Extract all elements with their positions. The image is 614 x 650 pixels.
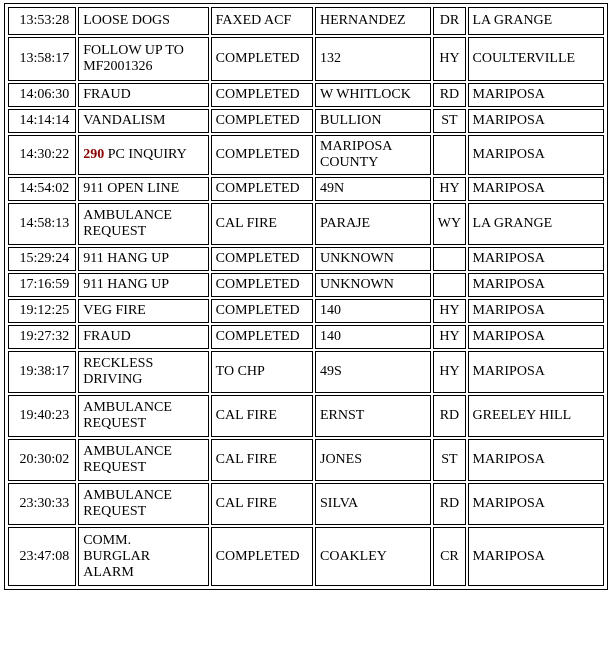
city-text: MARIPOSA	[472, 364, 545, 379]
street-suffix-cell	[433, 299, 465, 323]
time-text: 23:30:33	[19, 496, 70, 511]
time-text: 19:38:17	[19, 364, 70, 379]
disposition-cell	[211, 177, 313, 201]
street-text: ERNST	[320, 408, 365, 423]
street-cell	[315, 177, 431, 201]
time-cell	[8, 135, 76, 175]
city-cell	[468, 37, 605, 81]
call-type-text: ALARM	[83, 564, 134, 580]
city-text: MARIPOSA	[472, 113, 545, 128]
street-text: UNKNOWN	[320, 277, 394, 292]
time-cell	[8, 247, 76, 271]
street-text: HERNANDEZ	[320, 13, 406, 28]
disposition-cell	[211, 325, 313, 349]
time-text: 13:53:28	[19, 13, 70, 28]
city-text: LA GRANGE	[472, 13, 553, 28]
disposition-text: FAXED ACF	[215, 13, 292, 28]
street-suffix-text: HY	[439, 329, 460, 344]
city-cell	[468, 109, 605, 133]
disposition-text: CAL FIRE	[215, 216, 277, 231]
street-cell	[315, 7, 431, 35]
street-suffix-text: RD	[439, 87, 460, 102]
time-cell	[8, 439, 76, 481]
city-cell	[468, 273, 605, 297]
call-type-cell	[78, 483, 208, 525]
disposition-cell	[211, 37, 313, 81]
street-cell	[315, 325, 431, 349]
call-type-cell	[78, 109, 208, 133]
street-text: 132	[320, 51, 341, 66]
time-text: 20:30:02	[19, 452, 70, 467]
city-cell	[468, 177, 605, 201]
street-cell	[315, 273, 431, 297]
table-row	[8, 37, 604, 81]
street-text: COAKLEY	[320, 548, 387, 564]
time-cell	[8, 395, 76, 437]
call-type-text: REQUEST	[83, 504, 147, 519]
call-type-text: BURGLAR	[83, 548, 151, 564]
disposition-text: COMPLETED	[215, 251, 300, 266]
city-cell	[468, 203, 605, 245]
city-cell	[468, 439, 605, 481]
time-cell	[8, 203, 76, 245]
call-type-text: 911 HANG UP	[83, 277, 170, 292]
street-cell	[315, 299, 431, 323]
call-type-text: LOOSE DOGS	[83, 13, 170, 28]
disposition-cell	[211, 247, 313, 271]
table-row	[8, 395, 604, 437]
call-type-cell	[78, 325, 208, 349]
street-suffix-cell	[433, 439, 465, 481]
time-cell	[8, 351, 76, 393]
city-cell	[468, 483, 605, 525]
street-cell	[315, 109, 431, 133]
time-text: 14:30:22	[19, 147, 70, 162]
street-suffix-text: HY	[439, 51, 460, 66]
street-suffix-text: HY	[439, 303, 460, 318]
disposition-cell	[211, 7, 313, 35]
table-row	[8, 109, 604, 133]
disposition-text: COMPLETED	[215, 147, 300, 162]
disposition-text: COMPLETED	[215, 113, 300, 128]
disposition-cell	[211, 203, 313, 245]
call-type-cell	[78, 83, 208, 107]
call-type-text: 911 HANG UP	[83, 251, 170, 266]
call-type-text: MF2001326	[83, 59, 153, 74]
street-text: 140	[320, 303, 341, 318]
call-log-body	[8, 7, 604, 586]
call-type-cell	[78, 135, 208, 175]
call-type-text: COMM.	[83, 532, 132, 548]
city-cell	[468, 395, 605, 437]
city-text: MARIPOSA	[472, 303, 545, 318]
call-type-cell	[78, 247, 208, 271]
time-cell	[8, 7, 76, 35]
street-suffix-text: CR	[440, 548, 459, 564]
time-cell	[8, 527, 76, 586]
city-text: MARIPOSA	[472, 251, 545, 266]
call-type-text: 911 OPEN LINE	[83, 181, 180, 196]
call-type-cell	[78, 439, 208, 481]
disposition-text: TO CHP	[215, 364, 265, 379]
time-text: 19:40:23	[19, 408, 70, 423]
call-type-text: FRAUD	[83, 87, 131, 102]
street-suffix-text: ST	[441, 113, 458, 128]
street-text: 49S	[320, 364, 342, 379]
time-cell	[8, 325, 76, 349]
street-suffix-text: DR	[439, 13, 460, 28]
call-type-text: DRIVING	[83, 372, 143, 387]
street-suffix-text: WY	[437, 216, 462, 231]
street-suffix-cell	[433, 37, 465, 81]
city-text: MARIPOSA	[472, 452, 545, 467]
city-cell	[468, 135, 605, 175]
street-text: MARIPOSA	[320, 139, 393, 154]
disposition-cell	[211, 273, 313, 297]
disposition-cell	[211, 395, 313, 437]
disposition-cell	[211, 299, 313, 323]
disposition-text: CAL FIRE	[215, 452, 277, 467]
table-row	[8, 177, 604, 201]
time-cell	[8, 273, 76, 297]
time-text: 14:58:13	[19, 216, 70, 231]
street-text: W WHITLOCK	[320, 87, 411, 102]
call-type-text: REQUEST	[83, 416, 147, 431]
disposition-cell	[211, 83, 313, 107]
street-suffix-cell	[433, 109, 465, 133]
street-suffix-cell	[433, 395, 465, 437]
street-suffix-text: HY	[439, 181, 460, 196]
call-type-text: AMBULANCE	[83, 400, 172, 415]
disposition-cell	[211, 527, 313, 586]
call-type-text: VANDALISM	[83, 113, 166, 128]
call-type-text: REQUEST	[83, 460, 147, 475]
table-row	[8, 135, 604, 175]
street-cell	[315, 439, 431, 481]
table-row	[8, 83, 604, 107]
city-text: GREELEY HILL	[472, 408, 572, 423]
disposition-cell	[211, 439, 313, 481]
city-text: MARIPOSA	[472, 496, 545, 511]
table-row	[8, 483, 604, 525]
disposition-text: COMPLETED	[215, 548, 300, 564]
street-cell	[315, 247, 431, 271]
street-suffix-text: ST	[441, 452, 458, 467]
city-text: MARIPOSA	[472, 277, 545, 292]
street-text: JONES	[320, 452, 363, 467]
call-type-code: 290	[83, 147, 105, 162]
time-text: 15:29:24	[19, 251, 70, 266]
table-row	[8, 527, 604, 586]
city-cell	[468, 299, 605, 323]
disposition-text: COMPLETED	[215, 277, 300, 292]
time-text: 14:54:02	[19, 181, 70, 196]
city-text: COULTERVILLE	[472, 51, 576, 66]
disposition-text: COMPLETED	[215, 51, 300, 66]
street-suffix-cell	[433, 135, 465, 175]
city-cell	[468, 527, 605, 586]
call-type-cell	[78, 203, 208, 245]
call-type-text: FRAUD	[83, 329, 131, 344]
city-cell	[468, 351, 605, 393]
call-type-text: FOLLOW UP TO	[83, 43, 184, 58]
street-suffix-cell	[433, 203, 465, 245]
street-cell	[315, 135, 431, 175]
time-cell	[8, 299, 76, 323]
table-row	[8, 203, 604, 245]
call-type-cell	[78, 395, 208, 437]
disposition-text: CAL FIRE	[215, 496, 277, 511]
time-text: 17:16:59	[19, 277, 70, 292]
call-type-cell	[78, 177, 208, 201]
city-text: MARIPOSA	[472, 548, 545, 564]
call-type-text: RECKLESS	[83, 356, 154, 371]
street-suffix-cell	[433, 83, 465, 107]
street-cell	[315, 395, 431, 437]
city-text: MARIPOSA	[472, 87, 545, 102]
street-suffix-cell	[433, 7, 465, 35]
disposition-text: COMPLETED	[215, 303, 300, 318]
street-text: COUNTY	[320, 155, 379, 170]
street-text: SILVA	[320, 496, 359, 511]
street-cell	[315, 527, 431, 586]
street-cell	[315, 37, 431, 81]
time-text: 19:27:32	[19, 329, 70, 344]
street-suffix-cell	[433, 247, 465, 271]
call-type-text: REQUEST	[83, 224, 147, 239]
call-type-cell	[78, 37, 208, 81]
street-suffix-cell	[433, 273, 465, 297]
call-type-cell	[78, 527, 208, 586]
street-text: BULLION	[320, 113, 382, 128]
table-row	[8, 439, 604, 481]
city-text: MARIPOSA	[472, 181, 545, 196]
disposition-cell	[211, 483, 313, 525]
call-type-text: AMBULANCE	[83, 444, 172, 459]
table-row	[8, 351, 604, 393]
city-cell	[468, 83, 605, 107]
time-cell	[8, 177, 76, 201]
time-cell	[8, 109, 76, 133]
time-text: 14:14:14	[19, 113, 70, 128]
street-cell	[315, 483, 431, 525]
call-type-cell	[78, 273, 208, 297]
street-suffix-cell	[433, 351, 465, 393]
street-suffix-cell	[433, 527, 465, 586]
city-text: MARIPOSA	[472, 329, 545, 344]
call-type-text: AMBULANCE	[83, 488, 172, 503]
disposition-text: CAL FIRE	[215, 408, 277, 423]
street-text: 140	[320, 329, 341, 344]
call-type-cell	[78, 351, 208, 393]
call-type-cell	[78, 7, 208, 35]
time-text: 19:12:25	[19, 303, 70, 318]
disposition-text: COMPLETED	[215, 87, 300, 102]
time-text: 13:58:17	[19, 51, 70, 66]
call-type-text: AMBULANCE	[83, 208, 172, 223]
street-suffix-cell	[433, 483, 465, 525]
city-text: LA GRANGE	[472, 216, 553, 231]
time-cell	[8, 37, 76, 81]
table-row	[8, 299, 604, 323]
time-text: 23:47:08	[19, 548, 70, 564]
disposition-text: COMPLETED	[215, 329, 300, 344]
street-cell	[315, 351, 431, 393]
street-suffix-text: RD	[439, 496, 460, 511]
call-type-cell	[78, 299, 208, 323]
table-row	[8, 247, 604, 271]
street-cell	[315, 203, 431, 245]
disposition-cell	[211, 109, 313, 133]
call-log-table	[6, 5, 606, 588]
street-cell	[315, 83, 431, 107]
table-row	[8, 325, 604, 349]
street-suffix-cell	[433, 177, 465, 201]
city-cell	[468, 247, 605, 271]
street-suffix-text: HY	[439, 364, 460, 379]
disposition-cell	[211, 135, 313, 175]
time-text: 14:06:30	[19, 87, 70, 102]
street-suffix-cell	[433, 325, 465, 349]
street-text: PARAJE	[320, 216, 371, 231]
call-log-table-frame	[4, 3, 608, 590]
city-text: MARIPOSA	[472, 147, 545, 162]
street-suffix-text: RD	[439, 408, 460, 423]
disposition-cell	[211, 351, 313, 393]
time-cell	[8, 83, 76, 107]
table-row	[8, 273, 604, 297]
time-cell	[8, 483, 76, 525]
table-row	[8, 7, 604, 35]
city-cell	[468, 325, 605, 349]
street-text: UNKNOWN	[320, 251, 394, 266]
city-cell	[468, 7, 605, 35]
disposition-text: COMPLETED	[215, 181, 300, 196]
call-type-text: VEG FIRE	[83, 303, 146, 318]
call-type-text: PC INQUIRY	[107, 147, 187, 162]
street-text: 49N	[320, 181, 345, 196]
